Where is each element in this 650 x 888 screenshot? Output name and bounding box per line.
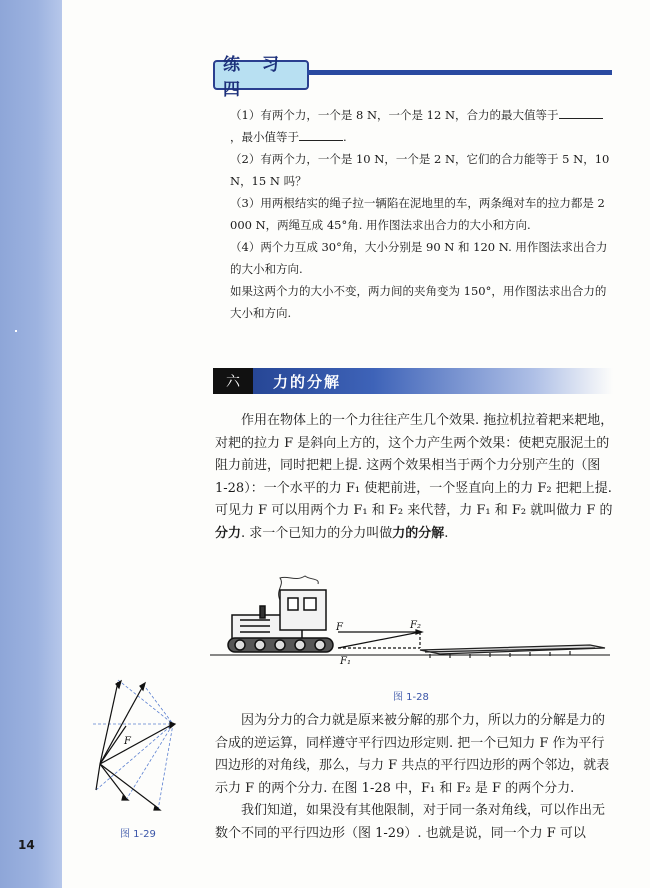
force-arrows (96, 681, 175, 810)
force-diagram (338, 630, 422, 648)
paragraph-text: . (444, 525, 449, 541)
figure-1-29-caption: 图 1-29 (120, 829, 156, 840)
dashed-sides (93, 680, 173, 810)
exercise-item-1 (230, 104, 610, 148)
paragraph-inverse-operation: 因为分力的合力就是原来被分解的那个力，所以力的分解是力的合成的逆运算，同样遵守平行四边形定则. 把一个已知力 F 作为平行四边形的对角线，那么，与力 F 共点的平行四边形的两个邻边，就表示力 F 的两个分力. 在图 1-28 中，F₁ 和 F₂ 是 F 的两个分力. (215, 713, 610, 796)
exercise-header (213, 55, 613, 100)
harrow (420, 645, 605, 658)
paragraph-text: . 求一个已知力的分力叫做 (241, 525, 393, 541)
force-label-F: F (124, 736, 131, 747)
page-number: 14 (18, 838, 35, 852)
section-title: 力的分解 (273, 373, 342, 391)
exercise-item-1-text-3: . (343, 130, 347, 144)
answer-blank (559, 106, 603, 119)
figure-1-28-caption: 图 1-28 (393, 692, 429, 703)
section-number: 六 (213, 368, 253, 394)
paragraph-text: 作用在物体上的一个力往往产生几个效果. 拖拉机拉着耙来耙地，对耙的拉力 F 是斜向上方的，这个力产生两个效果：使耙克服泥土的阻力前进，同时把耙上提. 这两个效果相当于两个力分别产生的（图 1-28）：一个水平的力 F₁ 使耙前进，一个竖直向上的力 F₂ 把耙上提. 可见力 F 可以用两个力 F₁ 和 F₂ 来代替，力 F₁ 和 F₂ 就叫做力 F 的 (215, 413, 614, 518)
exercise-item-1-text-2: ，最小值等于 (230, 130, 299, 144)
force-label-F: F (336, 622, 343, 633)
exercise-title: 练 习 四 (223, 55, 287, 100)
exercise-rule (307, 70, 612, 75)
figure-1-29-parallelograms (88, 672, 188, 822)
margin-dot (15, 330, 17, 332)
term-force-decomposition: 力的分解 (392, 525, 445, 541)
exercise-item-4: （4）两个力互成 30°角，大小分别是 90 N 和 120 N. 用作图法求出合力的大小和方向. (230, 240, 608, 276)
left-margin-band (0, 0, 62, 888)
paragraph-infinite-parallelograms: 我们知道，如果没有其他限制，对于同一条对角线，可以作出无数个不同的平行四边形（图 1-29）. 也就是说，同一个力 F 可以 (215, 803, 606, 841)
answer-blank (299, 128, 343, 141)
exercise-item-2: （2）有两个力，一个是 10 N，一个是 2 N，它们的合力能等于 5 N，10 N，15 N 吗？ (230, 152, 610, 188)
term-component-force: 分力 (215, 525, 242, 541)
force-label-F2: F₂ (410, 620, 421, 631)
force-label-F1: F₁ (340, 656, 351, 667)
exercise-item-4-followup: 如果这两个力的大小不变，两力间的夹角变为 150°，用作图法求出合力的大小和方向. (230, 284, 607, 320)
paragraph-force-decomposition (215, 410, 615, 545)
figure-1-28-tractor (210, 570, 610, 670)
section-header (213, 368, 613, 394)
tractor-track (228, 638, 333, 652)
exercise-item-3: （3）用两根结实的绳子拉一辆陷在泥地里的车，两条绳对车的拉力都是 2 000 N，两绳互成 45°角. 用作图法求出合力的大小和方向. (230, 196, 605, 232)
exercise-title-box (213, 55, 309, 100)
exercise-item-1-text: （1）有两个力，一个是 8 N，一个是 12 N，合力的最大值等于 (230, 108, 559, 122)
